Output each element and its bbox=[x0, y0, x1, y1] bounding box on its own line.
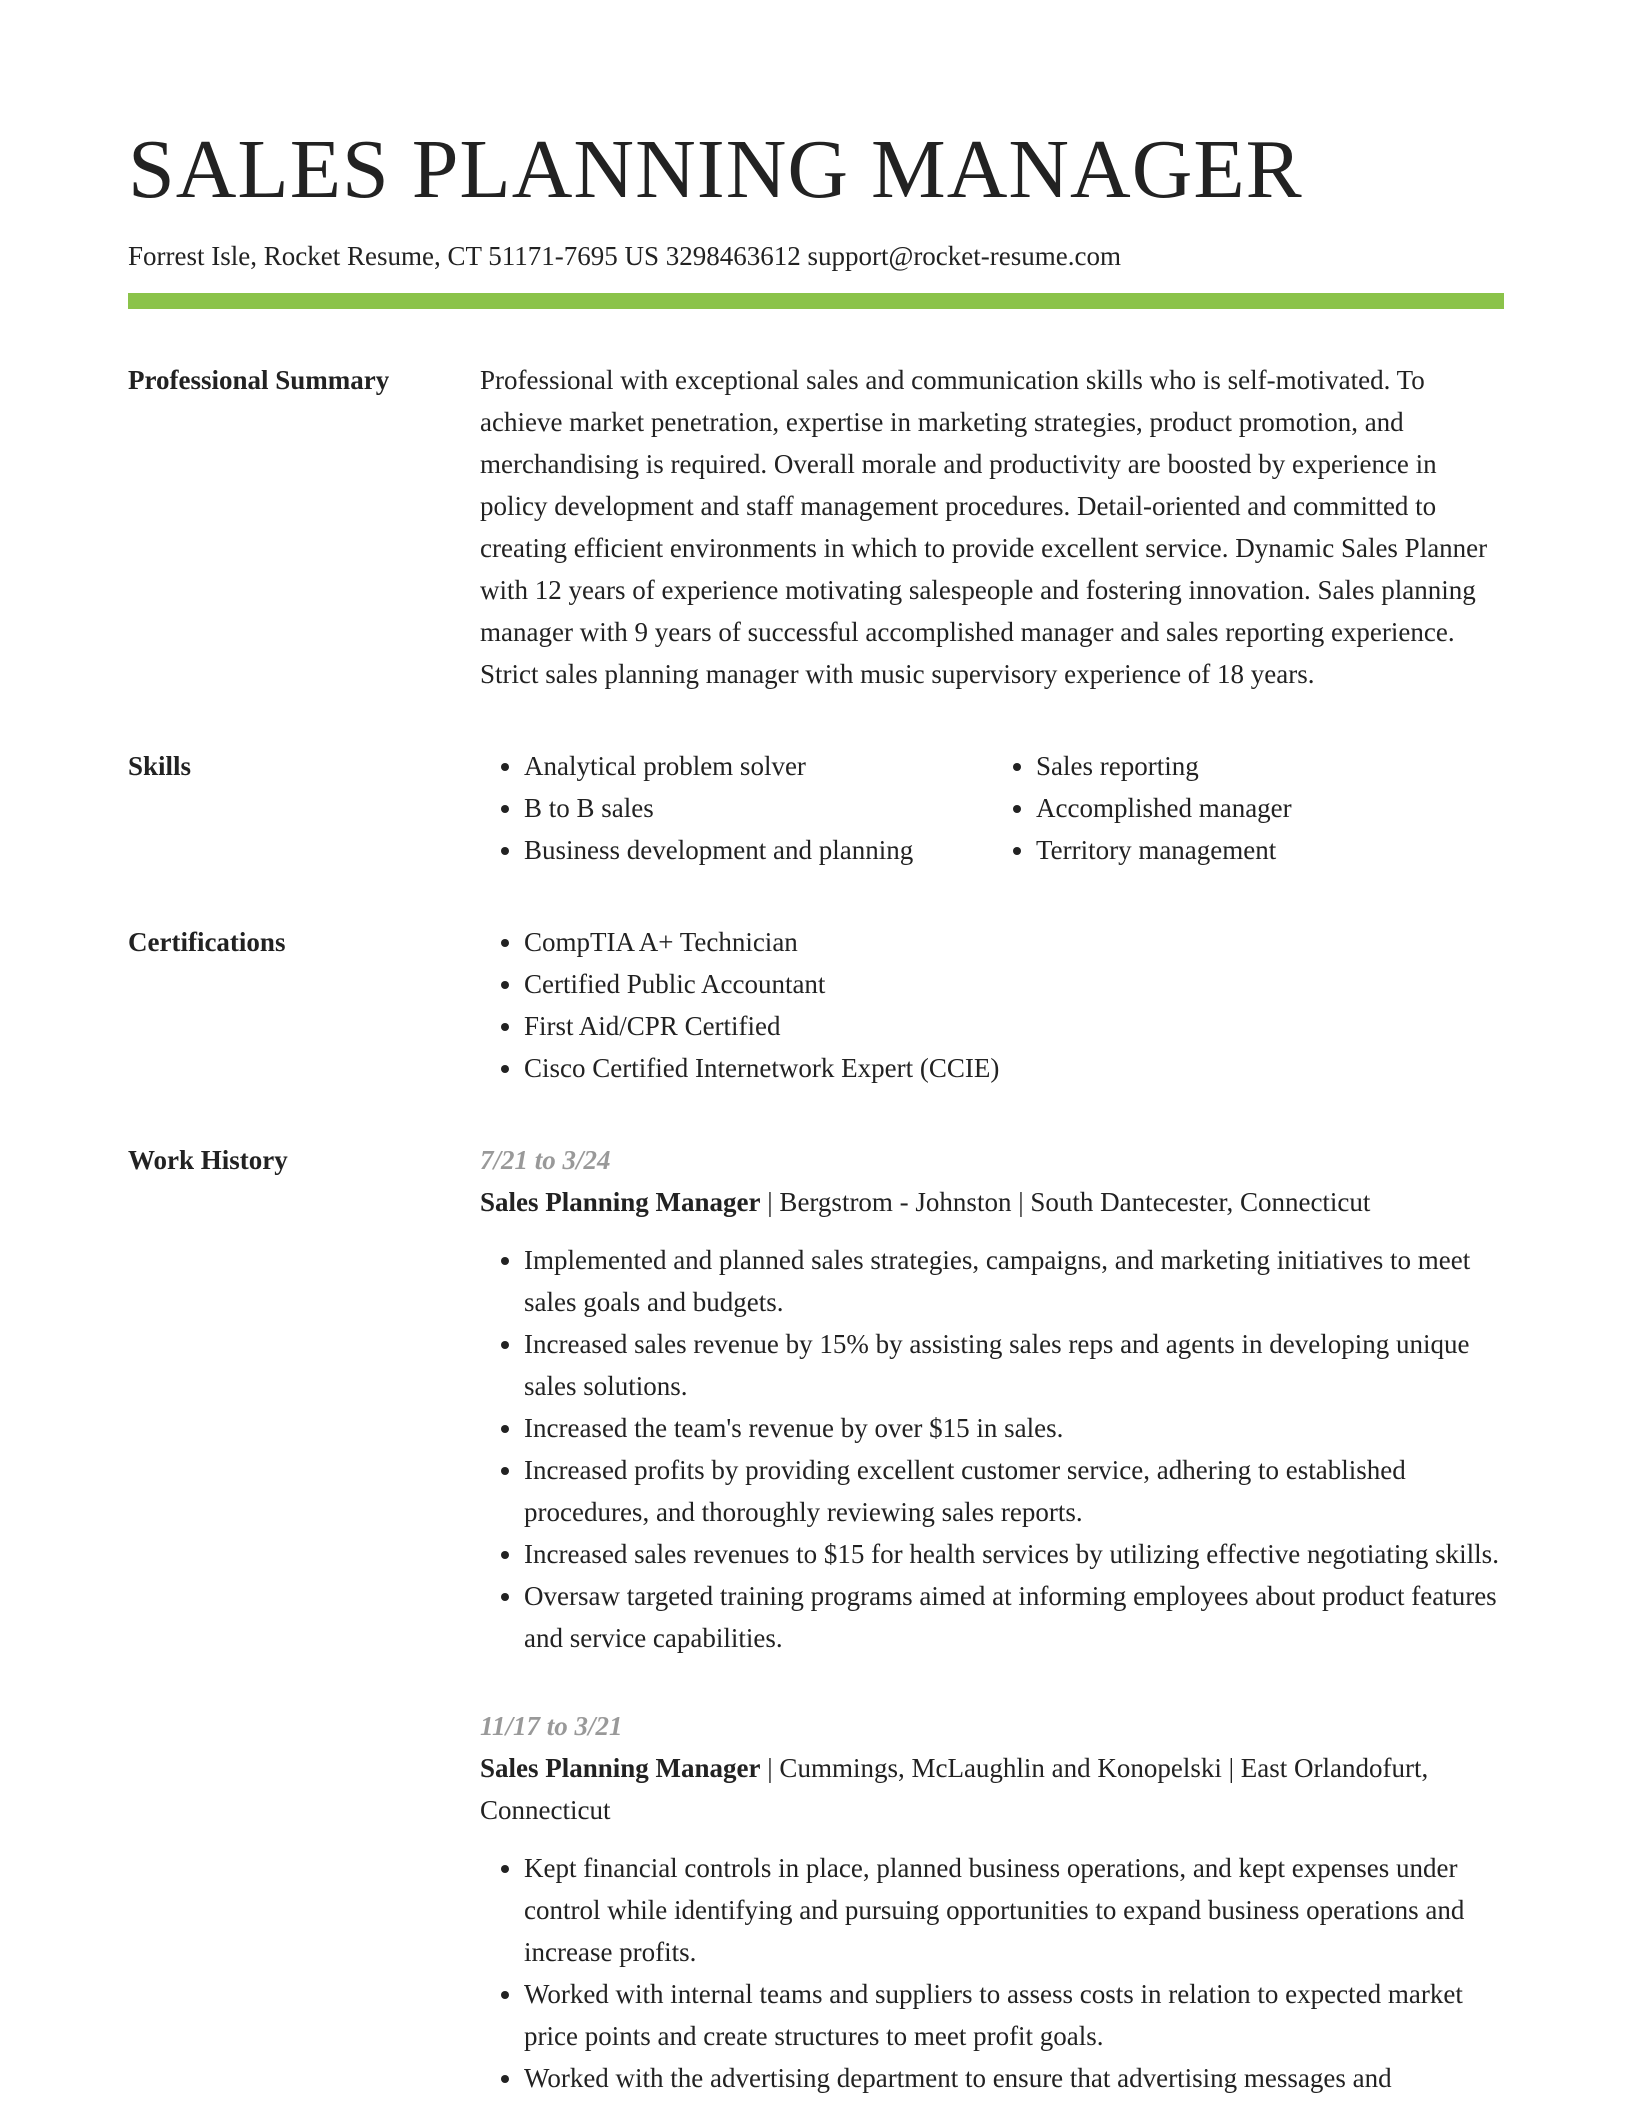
job-bullet: • Increased the team's revenue by over $15 in sales. bbox=[524, 1407, 1504, 1449]
job-bullet: • Worked with internal teams and suppliers to assess costs in relation to expected market price points and create structures to meet profit goals. bbox=[524, 1973, 1504, 2057]
summary-text: Professional with exceptional sales and communication skills who is self-motivated. To achieve market penetration, expertise in marketing strategies, product promotion, and merchandising is required. Overall morale and productivity are boosted by experience in policy development and staff management procedures. Detail-oriented and committed to creating efficient environments in which to provide excellent service. Dynamic Sales Planner with 12 years of experience motivating salespeople and fostering innovation. Sales planning manager with 9 years of successful accomplished manager and sales reporting experience. Strict sales planning manager with music supervisory experience of 18 years. bbox=[480, 365, 1488, 689]
summary-heading: Professional Summary bbox=[128, 365, 390, 395]
job-bullet: • Oversaw targeted training programs aimed at informing employees about product features and service capabilities. bbox=[524, 1575, 1504, 1659]
job-entry bbox=[480, 1705, 1504, 2099]
accent-rule bbox=[128, 293, 1504, 309]
certifications-list bbox=[480, 921, 1504, 1089]
certifications-section bbox=[128, 921, 1504, 1089]
job-heading bbox=[480, 1747, 1504, 1831]
certification-item: • Certified Public Accountant bbox=[524, 963, 1504, 1005]
job-title: Sales Planning Manager bbox=[480, 1187, 761, 1217]
resume-page bbox=[128, 0, 1504, 2099]
job-bullet: • Increased sales revenues to $15 for health services by utilizing effective negotiating skills. bbox=[524, 1533, 1504, 1575]
skill-item: • Accomplished manager bbox=[1036, 787, 1504, 829]
job-bullet: • Worked with the advertising department to ensure that advertising messages and bbox=[524, 2057, 1504, 2099]
certification-item: • First Aid/CPR Certified bbox=[524, 1005, 1504, 1047]
job-employer-location: | Bergstrom - Johnston | South Dantecester, Connecticut bbox=[760, 1187, 1371, 1217]
job-entry bbox=[480, 1139, 1504, 1659]
job-bullet: • Implemented and planned sales strategies, campaigns, and marketing initiatives to meet sales goals and budgets. bbox=[524, 1239, 1504, 1323]
job-bullet: • Increased sales revenue by 15% by assisting sales reps and agents in developing unique sales solutions. bbox=[524, 1323, 1504, 1407]
job-dates: 7/21 to 3/24 bbox=[480, 1145, 611, 1175]
job-heading bbox=[480, 1181, 1504, 1223]
work-history-section bbox=[128, 1139, 1504, 2099]
skills-columns bbox=[480, 745, 1504, 871]
job-dates: 11/17 to 3/21 bbox=[480, 1711, 623, 1741]
job-bullet: • Increased profits by providing excellent customer service, adhering to established procedures, and thoroughly reviewing sales reports. bbox=[524, 1449, 1504, 1533]
skills-section bbox=[128, 745, 1504, 871]
job-bullet: • Kept financial controls in place, planned business operations, and kept expenses under control while identifying and pursuing opportunities to expand business operations and increase profits. bbox=[524, 1847, 1504, 1973]
skill-item: • B to B sales bbox=[524, 787, 992, 829]
skill-item: • Territory management bbox=[1036, 829, 1504, 871]
skill-item: • Business development and planning bbox=[524, 829, 992, 871]
skills-list-right bbox=[992, 745, 1504, 871]
certification-item: • CompTIA A+ Technician bbox=[524, 921, 1504, 963]
skills-list-left bbox=[480, 745, 992, 871]
job-title: Sales Planning Manager bbox=[480, 1753, 761, 1783]
skills-heading: Skills bbox=[128, 751, 192, 781]
job-bullets bbox=[480, 1239, 1504, 1659]
skill-item: • Analytical problem solver bbox=[524, 745, 992, 787]
resume-name: SALES PLANNING MANAGER bbox=[128, 123, 1303, 216]
contact-line: Forrest Isle, Rocket Resume, CT 51171-7695 US 3298463612 support@rocket-resume.com bbox=[128, 241, 1121, 271]
certifications-heading: Certifications bbox=[128, 927, 286, 957]
job-bullets bbox=[480, 1847, 1504, 2099]
job-employer-location: | Cummings, McLaughlin and Konopelski | East Orlandofurt, Connecticut bbox=[480, 1753, 1429, 1825]
certification-item: • Cisco Certified Internetwork Expert (CCIE) bbox=[524, 1047, 1504, 1089]
work-history-heading: Work History bbox=[128, 1145, 288, 1175]
skill-item: • Sales reporting bbox=[1036, 745, 1504, 787]
summary-section bbox=[128, 359, 1504, 695]
